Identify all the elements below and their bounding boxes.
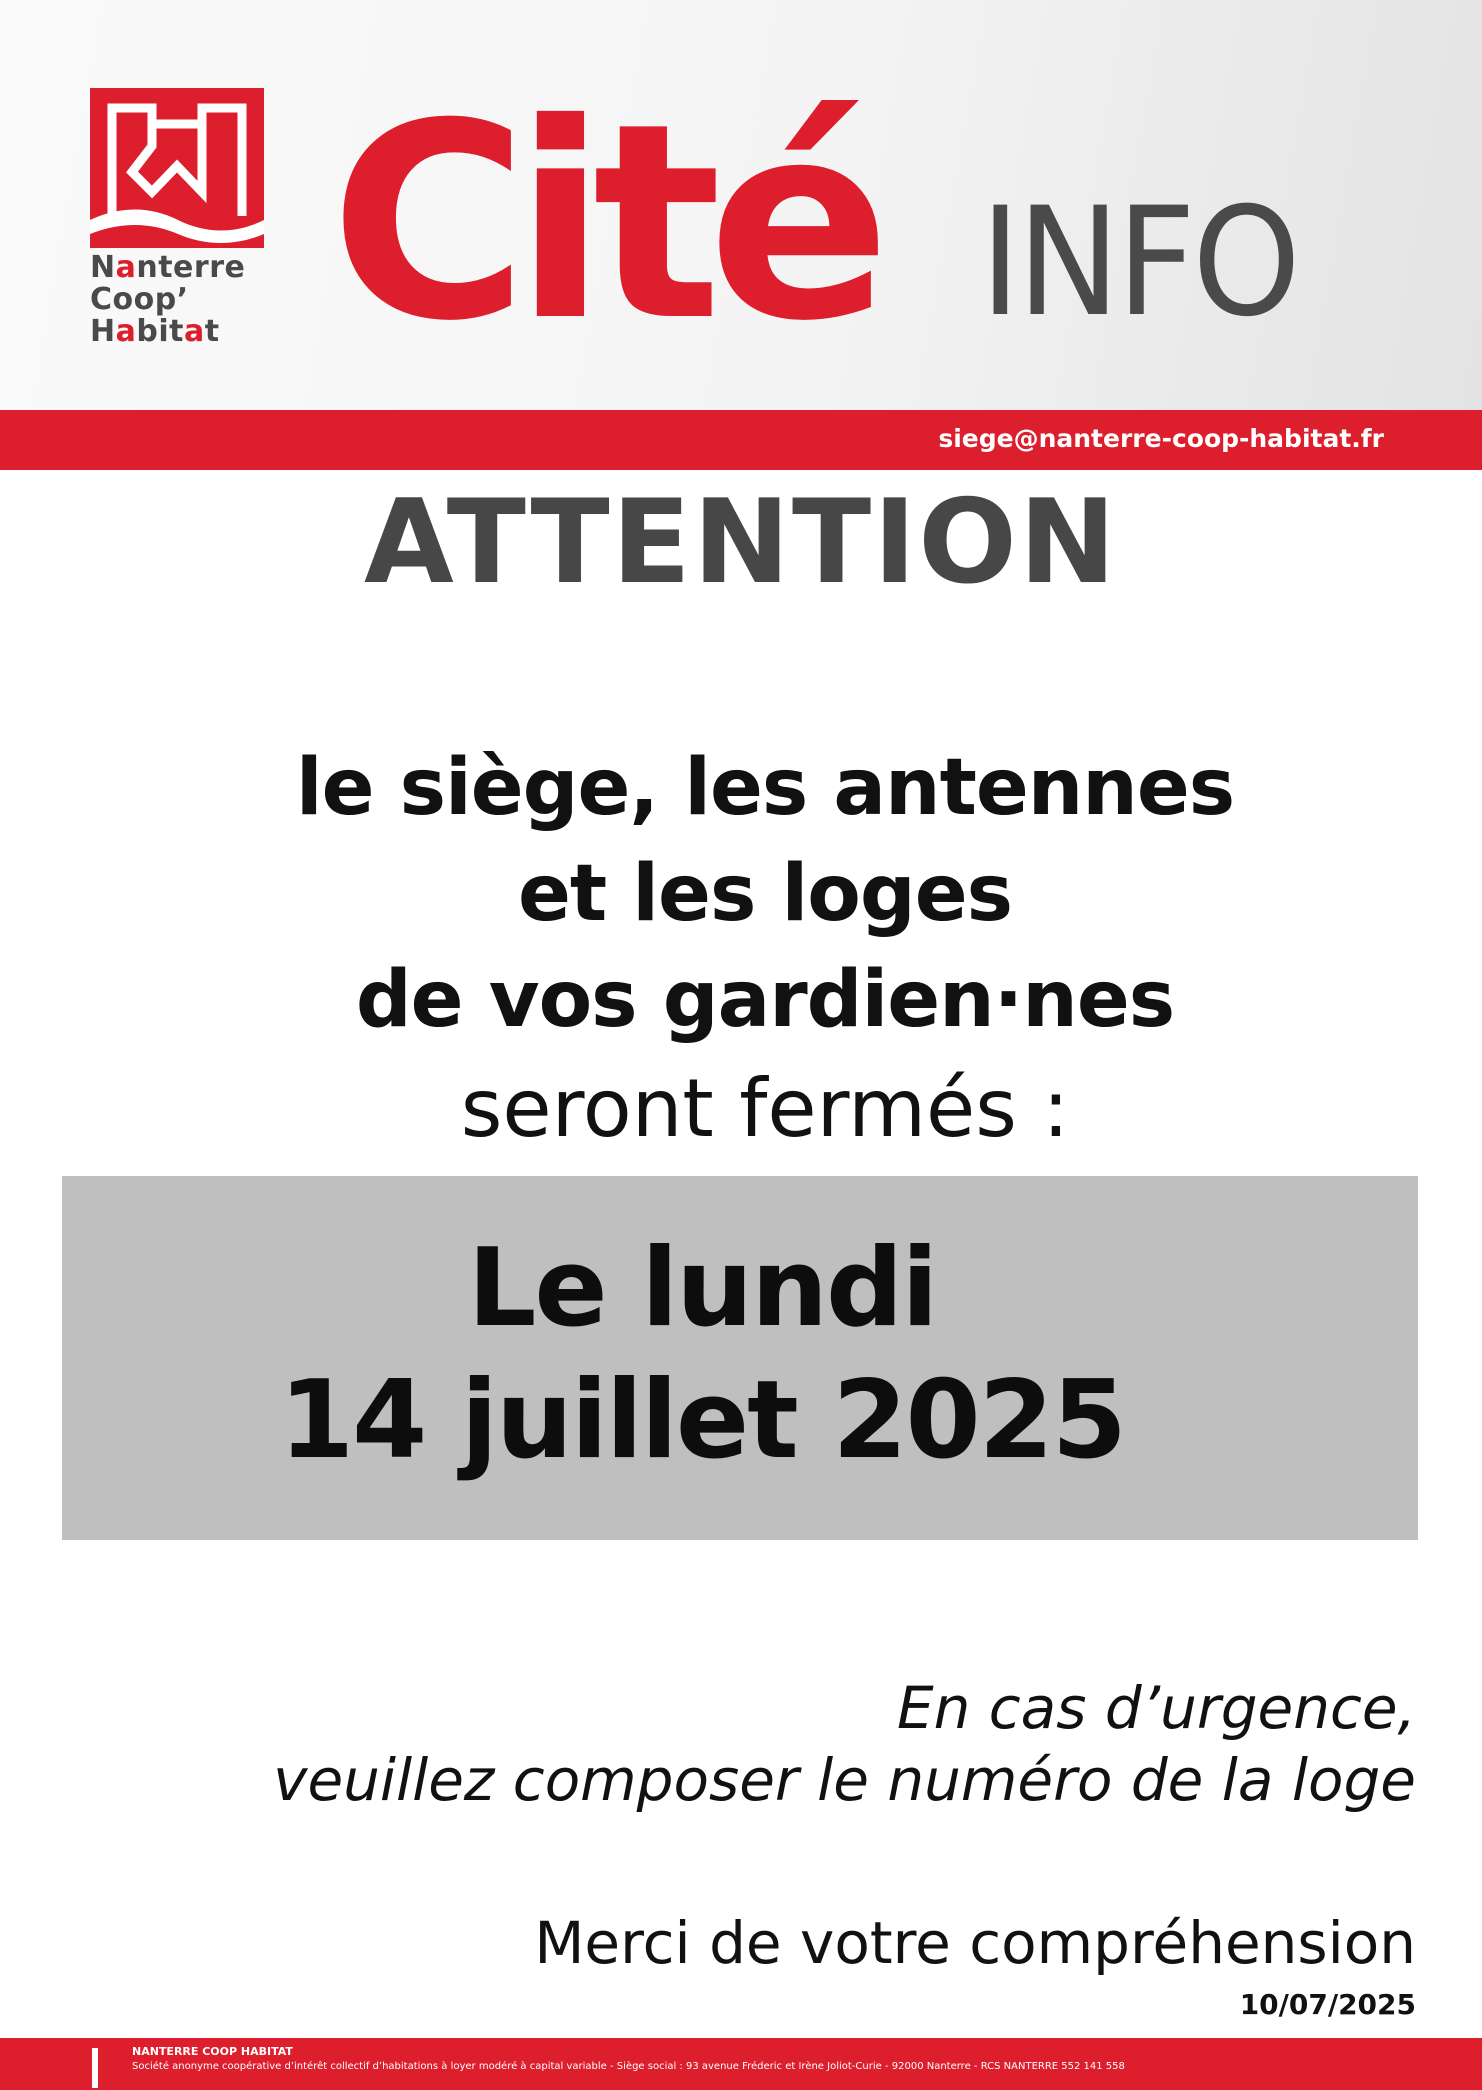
- contact-band: [0, 410, 1482, 470]
- emergency-line-1: En cas d’urgence,: [896, 1674, 1416, 1742]
- closure-date: 14 juillet 2025: [279, 1358, 1125, 1483]
- header: [0, 0, 1482, 410]
- footer-legal-text: Société anonyme coopérative d’intérêt collectif d’habitations à loyer modéré à capital variable - Siège social : 93 avenue Fréderic et Irène Joliot-Curie - 92000 Nanterre - RCS NANTERRE 552 141 558: [132, 2061, 1125, 2072]
- closure-intro: [0, 735, 1482, 1165]
- footer-company-name: NANTERRE COOP HABITAT: [132, 2045, 293, 2058]
- intro-line-4: seront fermés :: [460, 1062, 1070, 1155]
- headline-attention: ATTENTION: [364, 475, 1118, 610]
- logo-wordmark: [90, 252, 245, 348]
- contact-email[interactable]: siege@nanterre-coop-habitat.fr: [938, 424, 1384, 453]
- cite-info-title: [330, 65, 1410, 380]
- nanterre-coop-habitat-logo-icon: [90, 88, 264, 248]
- emergency-line-2: veuillez composer le numéro de la loge: [273, 1746, 1416, 1814]
- intro-line-2: et les loges: [517, 849, 1013, 939]
- intro-line-1: le siège, les antennes: [295, 743, 1235, 833]
- logo-line-1: Nanterre: [90, 250, 246, 285]
- emergency-notice: [36, 1672, 1416, 1816]
- logo-line-2: Coop’: [90, 282, 189, 317]
- brand-info: INFO: [980, 176, 1298, 350]
- closure-date-box: [62, 1176, 1418, 1540]
- intro-line-3: de vos gardien·nes: [355, 955, 1175, 1045]
- logo-line-3: Habitat: [90, 314, 220, 349]
- closure-day: Le lundi: [467, 1226, 937, 1351]
- footer-divider: [92, 2048, 98, 2088]
- footer: [0, 2038, 1482, 2090]
- publication-date: 10/07/2025: [1239, 1988, 1416, 2021]
- brand-cite: Cité: [330, 65, 877, 380]
- thanks-message: Merci de votre compréhension: [534, 1909, 1416, 1977]
